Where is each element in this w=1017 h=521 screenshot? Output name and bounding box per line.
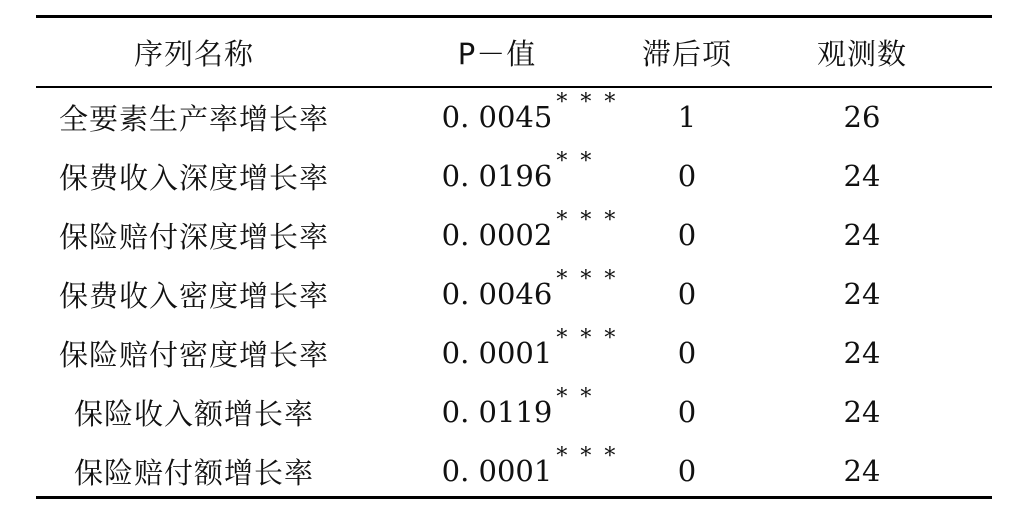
p-value-cell [352,90,642,134]
series-name-cell: 保险赔付额增长率 [73,455,314,490]
table-row [36,442,992,500]
significance-stars: * * * [556,208,619,233]
p-value-cell [352,208,642,252]
p-value-cell [352,149,642,193]
table-row [36,265,992,323]
significance-stars: * * * [556,267,619,292]
lag-cell: 0 [677,218,697,252]
bottom-rule [36,496,992,499]
significance-stars: * * [556,385,595,410]
p-value [441,90,619,134]
p-value-cell [352,444,642,488]
observations-cell: 24 [843,159,881,193]
p-value-number: 0. 0046 [441,277,553,311]
table-row [36,88,992,146]
observations-cell: 24 [843,395,881,429]
p-value-cell [352,267,642,311]
observations-cell: 24 [843,336,881,370]
significance-stars: * * * [556,326,619,351]
p-value-cell [352,385,642,429]
significance-stars: * * * [556,444,619,469]
significance-stars: * * [556,149,595,174]
table-row [36,206,992,264]
observations-cell: 24 [843,218,881,252]
series-name-cell: 全要素生产率增长率 [58,101,329,136]
p-value-number: 0. 0045 [441,100,553,134]
lag-cell: 0 [677,454,697,488]
table-row [36,324,992,382]
lag-cell: 0 [677,277,697,311]
p-value-number: 0. 0002 [441,218,553,252]
header-p-value: P－值 [457,36,537,71]
table-header-row [36,21,992,83]
lag-cell: 0 [677,159,697,193]
table-row [36,383,992,441]
p-value-cell [352,326,642,370]
p-value-number: 0. 0001 [441,336,553,370]
observations-cell: 24 [843,454,881,488]
p-value [441,326,619,370]
header-lag: 滞后项 [642,36,733,71]
series-name-cell: 保险赔付密度增长率 [58,337,329,372]
p-value [441,267,619,311]
p-value [441,444,619,488]
series-name-cell: 保费收入深度增长率 [58,160,329,195]
p-value-number: 0. 0196 [441,159,553,193]
header-series-name: 序列名称 [133,36,254,71]
p-value-number: 0. 0001 [441,454,553,488]
series-name-cell: 保险收入额增长率 [73,396,314,431]
observations-cell: 24 [843,277,881,311]
p-value [441,149,595,193]
header-observations: 观测数 [816,36,907,71]
p-value-number: 0. 0119 [441,395,553,429]
series-name-cell: 保费收入密度增长率 [58,278,329,313]
top-rule [36,15,992,18]
p-value [441,385,595,429]
lag-cell: 0 [677,336,697,370]
observations-cell: 26 [843,100,881,134]
lag-cell: 0 [677,395,697,429]
p-value [441,208,619,252]
lag-cell: 1 [677,100,697,134]
significance-stars: * * * [556,90,619,115]
series-name-cell: 保险赔付深度增长率 [58,219,329,254]
table-row [36,147,992,205]
